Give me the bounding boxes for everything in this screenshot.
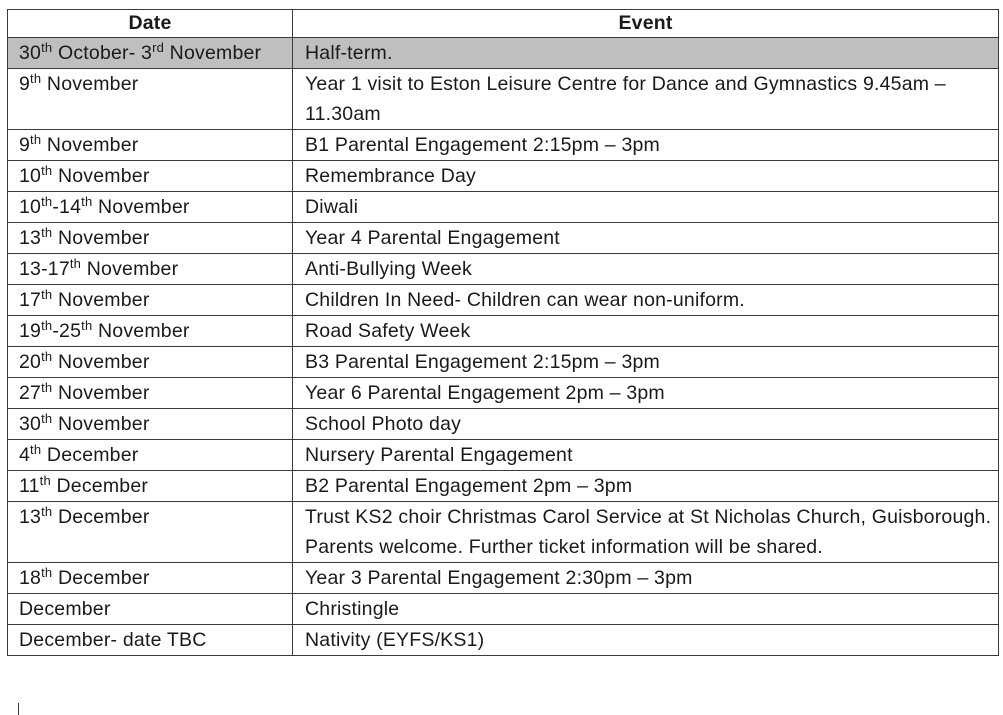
- table-row: [8, 130, 999, 161]
- event-cell: B1 Parental Engagement 2:15pm – 3pm: [293, 130, 999, 161]
- date-cell: [8, 161, 293, 192]
- table-row: [8, 223, 999, 254]
- table-row: [8, 502, 999, 563]
- table-row: [8, 316, 999, 347]
- date-text: -25: [52, 320, 82, 342]
- table-row: [8, 38, 999, 69]
- table-row: [8, 409, 999, 440]
- event-cell: Trust KS2 choir Christmas Carol Service at St Nicholas Church, Guisborough. Parents welcome. Further ticket information will be shared.: [293, 502, 999, 563]
- date-ordinal-suffix: th: [41, 349, 53, 364]
- date-text: 11: [19, 475, 40, 497]
- date-text: 9: [19, 73, 31, 95]
- date-text: 19: [19, 320, 42, 342]
- date-text: November: [41, 134, 139, 156]
- date-ordinal-suffix: th: [41, 318, 53, 333]
- date-text: -14: [52, 196, 82, 218]
- date-text: 4: [19, 444, 31, 466]
- date-ordinal-suffix: th: [41, 380, 53, 395]
- date-column-header: Date: [8, 10, 293, 38]
- event-cell: Road Safety Week: [293, 316, 999, 347]
- date-text: 13-17: [19, 258, 70, 280]
- date-text: 10: [19, 165, 42, 187]
- date-ordinal-suffix: th: [81, 318, 93, 333]
- date-cell: [8, 594, 293, 625]
- date-text: 13: [19, 227, 42, 249]
- date-cell: [8, 254, 293, 285]
- date-text: November: [52, 382, 150, 404]
- page-edge-mark: [18, 703, 19, 715]
- date-cell: [8, 440, 293, 471]
- date-ordinal-suffix: th: [41, 194, 53, 209]
- date-ordinal-suffix: th: [41, 225, 53, 240]
- date-cell: [8, 502, 293, 563]
- table-row: [8, 563, 999, 594]
- date-text: December: [50, 475, 149, 497]
- date-ordinal-suffix: th: [41, 287, 53, 302]
- date-ordinal-suffix: th: [69, 256, 82, 271]
- table-row: [8, 254, 999, 285]
- table-row: [8, 69, 999, 130]
- date-cell: [8, 192, 293, 223]
- date-text: November: [41, 73, 139, 95]
- date-cell: [8, 378, 293, 409]
- date-cell: [8, 130, 293, 161]
- date-text: 18: [19, 567, 42, 589]
- date-text: 30: [19, 413, 42, 435]
- table-row: [8, 161, 999, 192]
- date-text: 30: [19, 42, 42, 64]
- date-cell: [8, 625, 293, 656]
- date-cell: [8, 38, 293, 69]
- event-cell: Diwali: [293, 192, 999, 223]
- event-cell: Half-term.: [293, 38, 999, 69]
- date-cell: [8, 223, 293, 254]
- table-row: [8, 192, 999, 223]
- event-cell: Anti-Bullying Week: [293, 254, 999, 285]
- date-text: December: [52, 567, 150, 589]
- table-row: [8, 625, 999, 656]
- table-row: [8, 347, 999, 378]
- date-ordinal-suffix: th: [30, 442, 42, 457]
- date-text: 9: [19, 134, 31, 156]
- event-cell: Year 3 Parental Engagement 2:30pm – 3pm: [293, 563, 999, 594]
- date-cell: [8, 316, 293, 347]
- date-text: November: [52, 165, 150, 187]
- date-text: November: [92, 320, 190, 342]
- date-text: December: [19, 598, 111, 620]
- date-text: November: [52, 289, 150, 311]
- date-text: November: [52, 413, 150, 435]
- event-column-header: Event: [293, 10, 999, 38]
- date-ordinal-suffix: th: [41, 504, 53, 519]
- table-row: [8, 471, 999, 502]
- event-cell: Children In Need- Children can wear non-uniform.: [293, 285, 999, 316]
- events-table: [7, 9, 999, 656]
- event-cell: B2 Parental Engagement 2pm – 3pm: [293, 471, 999, 502]
- table-row: [8, 378, 999, 409]
- date-cell: [8, 69, 293, 130]
- date-ordinal-suffix: th: [41, 40, 53, 55]
- date-cell: [8, 347, 293, 378]
- date-text: November: [52, 351, 150, 373]
- date-ordinal-suffix: th: [41, 565, 53, 580]
- event-cell: B3 Parental Engagement 2:15pm – 3pm: [293, 347, 999, 378]
- table-row: [8, 594, 999, 625]
- event-cell: Nursery Parental Engagement: [293, 440, 999, 471]
- date-cell: [8, 285, 293, 316]
- date-ordinal-suffix: th: [41, 411, 53, 426]
- event-cell: School Photo day: [293, 409, 999, 440]
- event-cell: Christingle: [293, 594, 999, 625]
- date-cell: [8, 471, 293, 502]
- date-cell: [8, 563, 293, 594]
- date-text: 13: [19, 506, 42, 528]
- date-text: November: [164, 42, 262, 64]
- date-text: November: [81, 258, 179, 280]
- date-text: 10: [19, 196, 42, 218]
- date-ordinal-suffix: rd: [152, 40, 165, 55]
- date-cell: [8, 409, 293, 440]
- date-text: December- date TBC: [19, 629, 207, 651]
- table-row: [8, 440, 999, 471]
- event-cell: Nativity (EYFS/KS1): [293, 625, 999, 656]
- date-text: 20: [19, 351, 42, 373]
- event-cell: Year 4 Parental Engagement: [293, 223, 999, 254]
- date-ordinal-suffix: th: [30, 132, 42, 147]
- table-row: [8, 285, 999, 316]
- date-ordinal-suffix: th: [81, 194, 93, 209]
- event-cell: Year 6 Parental Engagement 2pm – 3pm: [293, 378, 999, 409]
- header-row: [8, 10, 999, 38]
- date-ordinal-suffix: th: [39, 473, 51, 488]
- date-text: November: [52, 227, 150, 249]
- date-ordinal-suffix: th: [41, 163, 53, 178]
- date-text: December: [41, 444, 139, 466]
- date-text: December: [52, 506, 150, 528]
- date-text: October- 3: [52, 42, 153, 64]
- date-ordinal-suffix: th: [30, 71, 42, 86]
- event-cell: Year 1 visit to Eston Leisure Centre for Dance and Gymnastics 9.45am – 11.30am: [293, 69, 999, 130]
- event-cell: Remembrance Day: [293, 161, 999, 192]
- date-text: 17: [19, 289, 42, 311]
- date-text: 27: [19, 382, 42, 404]
- date-text: November: [92, 196, 190, 218]
- events-table-body: [8, 38, 999, 656]
